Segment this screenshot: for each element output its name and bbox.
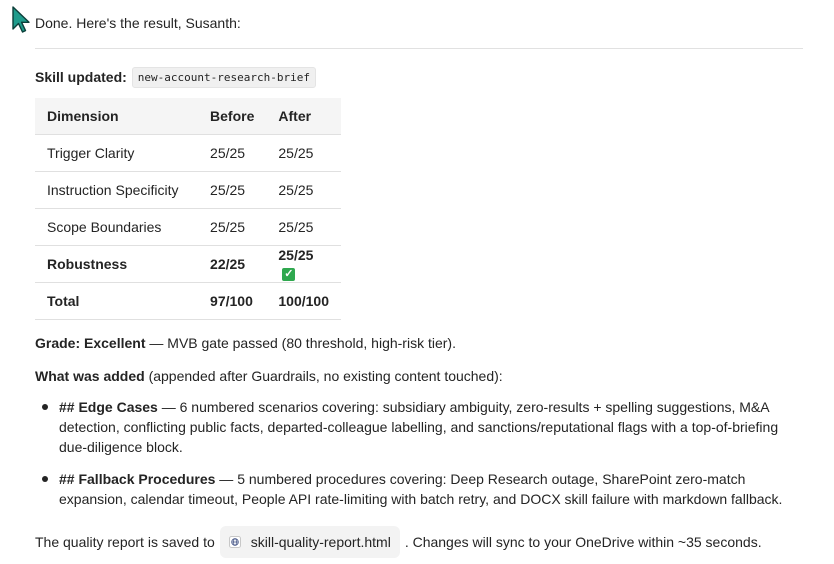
- added-sections-list: [35, 397, 800, 509]
- after-cell: 25/25: [266, 135, 341, 172]
- report-file-name: skill-quality-report.html: [250, 534, 391, 550]
- saved-text-after: . Changes will sync to your OneDrive within ~35 seconds.: [404, 534, 762, 550]
- before-cell: 25/25: [200, 172, 266, 209]
- mouse-cursor-icon: [11, 6, 33, 34]
- before-cell: 25/25: [200, 135, 266, 172]
- skill-name-code: new-account-research-brief: [132, 67, 316, 88]
- after-value: 25/25: [278, 247, 314, 263]
- added-label: What was added: [35, 368, 145, 384]
- report-file-link[interactable]: [220, 526, 400, 558]
- grade-label: Grade: Excellent: [35, 335, 146, 351]
- intro-message: Done. Here's the result, Susanth:: [35, 15, 241, 31]
- dimension-cell: Trigger Clarity: [35, 135, 200, 172]
- after-cell: 25/25: [266, 209, 341, 246]
- list-item-text: — 5 numbered procedures covering: Deep Research outage, SharePoint zero-match expansion, calendar timeout, People API rate-limiting with batch retry, and DOCX skill failure with markdown fallback.: [59, 471, 783, 507]
- table-row: [35, 172, 341, 209]
- added-text: (appended after Guardrails, no existing content touched):: [144, 368, 503, 384]
- dimension-cell: Scope Boundaries: [35, 209, 200, 246]
- list-item-title: ## Fallback Procedures: [59, 471, 216, 487]
- skill-updated-line: [35, 66, 316, 88]
- table-row: [35, 209, 341, 246]
- divider: [35, 48, 803, 49]
- after-cell: 100/100: [266, 283, 341, 320]
- score-table: [35, 98, 341, 320]
- column-header-before: Before: [200, 98, 266, 135]
- before-cell: 25/25: [200, 209, 266, 246]
- added-line: [35, 366, 503, 386]
- dimension-cell: Robustness: [35, 246, 200, 283]
- before-cell: 22/25: [200, 246, 266, 283]
- dimension-cell: Instruction Specificity: [35, 172, 200, 209]
- list-item-title: ## Edge Cases: [59, 399, 158, 415]
- column-header-dimension: Dimension: [35, 98, 200, 135]
- grade-text: — MVB gate passed (80 threshold, high-risk tier).: [145, 335, 456, 351]
- column-header-after: After: [266, 98, 341, 135]
- list-item: [35, 397, 800, 457]
- after-cell: [266, 246, 341, 283]
- saved-line: [35, 526, 762, 558]
- after-cell: 25/25: [266, 172, 341, 209]
- list-item-text: — 6 numbered scenarios covering: subsidiary ambiguity, zero-results + spelling suggestions, M&A detection, conflicting public facts, departed-colleague labelling, and sanctions/reputational flags with a top-of-briefing due-diligence block.: [59, 399, 779, 455]
- table-header-row: [35, 98, 341, 135]
- saved-text-before: The quality report is saved to: [35, 534, 215, 550]
- list-item: [35, 469, 800, 509]
- before-cell: 97/100: [200, 283, 266, 320]
- skill-updated-label: Skill updated:: [35, 69, 127, 85]
- dimension-cell: Total: [35, 283, 200, 320]
- table-row-total: [35, 283, 341, 320]
- grade-line: [35, 333, 456, 353]
- check-mark-icon: ✓: [284, 268, 294, 280]
- globe-icon: [229, 536, 241, 548]
- table-row: [35, 246, 341, 283]
- table-row: [35, 135, 341, 172]
